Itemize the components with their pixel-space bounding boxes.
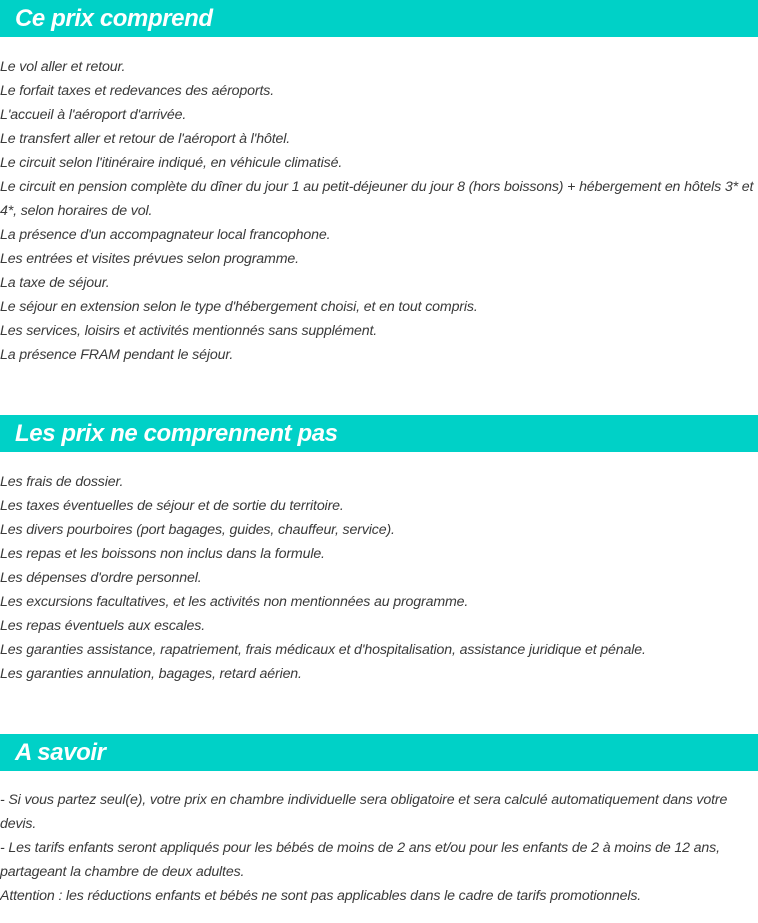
list-item: La présence d'un accompagnateur local francophone.	[0, 227, 331, 243]
list-item: Les repas et les boissons non inclus dans la formule.	[0, 546, 325, 562]
list-item: Les taxes éventuelles de séjour et de sortie du territoire.	[0, 498, 344, 514]
list-item: Les garanties annulation, bagages, retard aérien.	[0, 666, 302, 682]
list-item: Le circuit selon l'itinéraire indiqué, en véhicule climatisé.	[0, 155, 343, 171]
list-item: Le séjour en extension selon le type d'hébergement choisi, et en tout compris.	[0, 299, 478, 315]
section-title: Les prix ne comprennent pas	[15, 419, 338, 447]
list-item: Le circuit en pension complète du dîner du jour 1 au petit-déjeuner du jour 8 (hors boissons) + hébergement en hôtels 3* et 4*, selon horaires de vol.	[0, 179, 754, 219]
list-item: Les divers pourboires (port bagages, guides, chauffeur, service).	[0, 522, 395, 538]
section-title: Ce prix comprend	[15, 4, 213, 32]
list-item: Attention : les réductions enfants et bébés ne sont pas applicables dans le cadre de tarifs promotionnels.	[0, 888, 642, 904]
list-item: Les frais de dossier.	[0, 474, 124, 490]
section-title: A savoir	[15, 738, 106, 766]
list-item: Les excursions facultatives, et les activités non mentionnées au programme.	[0, 594, 469, 610]
section-header	[0, 415, 758, 452]
section-header	[0, 0, 758, 37]
section-price-includes	[0, 0, 758, 367]
included-list	[0, 37, 758, 367]
list-item: La présence FRAM pendant le séjour.	[0, 347, 234, 363]
list-item: - Les tarifs enfants seront appliqués pour les bébés de moins de 2 ans et/ou pour les enfants de 2 à moins de 12 ans, partageant la chambre de deux adultes.	[0, 840, 720, 880]
list-item: Le forfait taxes et redevances des aéroports.	[0, 83, 275, 99]
list-item: Les repas éventuels aux escales.	[0, 618, 205, 634]
list-item: Les entrées et visites prévues selon programme.	[0, 251, 299, 267]
list-item: Les services, loisirs et activités mentionnés sans supplément.	[0, 323, 378, 339]
section-good-to-know	[0, 734, 758, 908]
section-price-excludes	[0, 415, 758, 686]
list-item: Le vol aller et retour.	[0, 59, 126, 75]
list-item: Le transfert aller et retour de l'aéroport à l'hôtel.	[0, 131, 291, 147]
section-header	[0, 734, 758, 771]
excluded-list	[0, 452, 758, 686]
list-item: Les dépenses d'ordre personnel.	[0, 570, 202, 586]
list-item: - Si vous partez seul(e), votre prix en chambre individuelle sera obligatoire et sera calculé automatiquement dans votre devis.	[0, 792, 728, 832]
list-item: Les garanties assistance, rapatriement, frais médicaux et d'hospitalisation, assistance juridique et pénale.	[0, 642, 646, 658]
notes-list	[0, 771, 758, 908]
list-item: La taxe de séjour.	[0, 275, 110, 291]
list-item: L'accueil à l'aéroport d'arrivée.	[0, 107, 187, 123]
